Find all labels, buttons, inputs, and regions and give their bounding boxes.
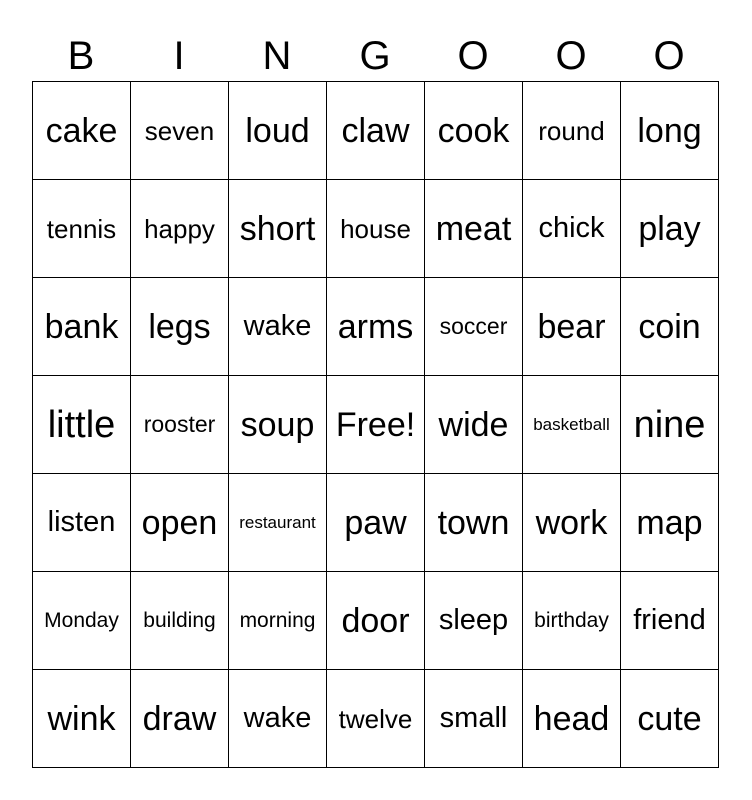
bingo-cell[interactable]: restaurant	[229, 474, 327, 572]
bingo-cell[interactable]: chick	[523, 180, 621, 278]
header-letter-i: I	[173, 34, 185, 78]
bingo-cell[interactable]: legs	[131, 278, 229, 376]
bingo-cell[interactable]: cute	[621, 670, 719, 768]
bingo-cell[interactable]: soup	[229, 376, 327, 474]
bingo-cell[interactable]: Monday	[33, 572, 131, 670]
bingo-cell[interactable]: listen	[33, 474, 131, 572]
bingo-cell[interactable]: wide	[425, 376, 523, 474]
bingo-cell free-space[interactable]: Free!	[327, 376, 425, 474]
bingo-cell[interactable]: meat	[425, 180, 523, 278]
bingo-cell[interactable]: cook	[425, 82, 523, 180]
bingo-cell[interactable]: play	[621, 180, 719, 278]
header-letter-b: B	[67, 34, 95, 78]
bingo-cell[interactable]: twelve	[327, 670, 425, 768]
header-letter-o-3: O	[653, 34, 685, 78]
header-letter-g: G	[359, 34, 391, 78]
bingo-cell[interactable]: basketball	[523, 376, 621, 474]
bingo-cell[interactable]: small	[425, 670, 523, 768]
bingo-cell[interactable]: round	[523, 82, 621, 180]
bingo-cell[interactable]: town	[425, 474, 523, 572]
bingo-cell[interactable]: wake	[229, 670, 327, 768]
bingo-cell[interactable]: work	[523, 474, 621, 572]
bingo-cell[interactable]: nine	[621, 376, 719, 474]
bingo-cell[interactable]: rooster	[131, 376, 229, 474]
bingo-cell[interactable]: happy	[131, 180, 229, 278]
bingo-grid	[32, 81, 719, 768]
bingo-cell[interactable]: house	[327, 180, 425, 278]
bingo-cell[interactable]: sleep	[425, 572, 523, 670]
bingo-cell[interactable]: wink	[33, 670, 131, 768]
bingo-cell[interactable]: map	[621, 474, 719, 572]
bingo-cell[interactable]: short	[229, 180, 327, 278]
bingo-cell[interactable]: seven	[131, 82, 229, 180]
bingo-cell[interactable]: wake	[229, 278, 327, 376]
header-letter-o-2: O	[555, 34, 587, 78]
header-letter-n: N	[262, 34, 292, 78]
bingo-cell[interactable]: head	[523, 670, 621, 768]
bingo-cell[interactable]: bank	[33, 278, 131, 376]
header-letter-o-1: O	[457, 34, 489, 78]
bingo-cell[interactable]: soccer	[425, 278, 523, 376]
bingo-header	[32, 30, 720, 82]
bingo-cell[interactable]: morning	[229, 572, 327, 670]
bingo-cell[interactable]: door	[327, 572, 425, 670]
bingo-cell[interactable]: loud	[229, 82, 327, 180]
bingo-cell[interactable]: paw	[327, 474, 425, 572]
bingo-cell[interactable]: little	[33, 376, 131, 474]
bingo-cell[interactable]: coin	[621, 278, 719, 376]
bingo-cell[interactable]: arms	[327, 278, 425, 376]
bingo-cell[interactable]: claw	[327, 82, 425, 180]
bingo-cell[interactable]: building	[131, 572, 229, 670]
bingo-cell[interactable]: cake	[33, 82, 131, 180]
bingo-cell[interactable]: bear	[523, 278, 621, 376]
bingo-cell[interactable]: friend	[621, 572, 719, 670]
bingo-cell[interactable]: open	[131, 474, 229, 572]
bingo-cell[interactable]: long	[621, 82, 719, 180]
bingo-cell[interactable]: draw	[131, 670, 229, 768]
bingo-cell[interactable]: tennis	[33, 180, 131, 278]
bingo-cell[interactable]: birthday	[523, 572, 621, 670]
